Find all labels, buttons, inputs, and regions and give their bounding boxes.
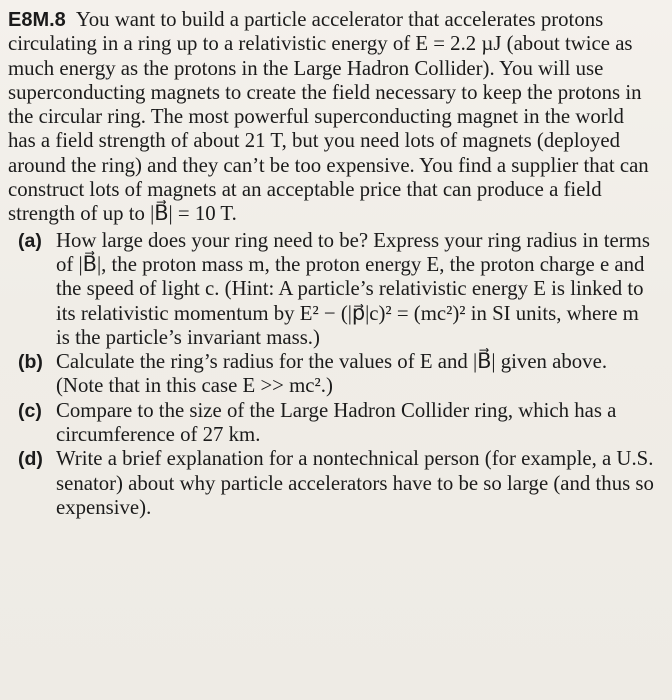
part-label: (a): [18, 229, 42, 252]
part-label: (b): [18, 351, 43, 374]
part-a: [8, 229, 656, 350]
problem-intro: [8, 8, 656, 227]
part-text: How large does your ring need to be? Express your ring radius in terms of |B⃗|, the proton mass m, the proton energy E, the proton charge e and the speed of light c. (Hint: A particle’s relativistic energy E is linked to its relativistic momentum by E² − (|p⃗|c)² = (mc²)² in SI units, where m is the particle’s invariant mass.): [56, 228, 650, 349]
part-d: [8, 447, 656, 520]
problem-intro-text: You want to build a particle accelerator that accelerates protons circulating in a ring up to a relativistic energy of E = 2.2 µJ (about twice as much energy as the protons in the Large Hadron Collider). You will use superconducting magnets to create the field necessary to keep the protons in the circular ring. The most powerful superconducting magnet in the world has a field strength of about 21 T, but you need lots of magnets (deployed around the ring) and they can’t be too expensive. You find a supplier that can construct lots of magnets at an acceptable price that can produce a field strength of up to |B⃗| = 10 T.: [8, 8, 649, 226]
part-text: Compare to the size of the Large Hadron Collider ring, which has a circumference of 27 km.: [56, 398, 617, 447]
problem-parts: [8, 229, 656, 521]
problem-id: E8M.8: [8, 9, 66, 31]
part-b: [8, 350, 656, 399]
part-c: [8, 399, 656, 448]
problem-block: [8, 8, 656, 520]
part-label: (c): [18, 399, 42, 422]
part-label: (d): [18, 448, 43, 471]
part-text: Calculate the ring’s radius for the values of E and |B⃗| given above. (Note that in this case E >> mc².): [56, 350, 608, 398]
part-text: Write a brief explanation for a nontechnical person (for example, a U.S. senator) about why particle accelerators have to be so large (and thus so expensive).: [56, 447, 654, 519]
